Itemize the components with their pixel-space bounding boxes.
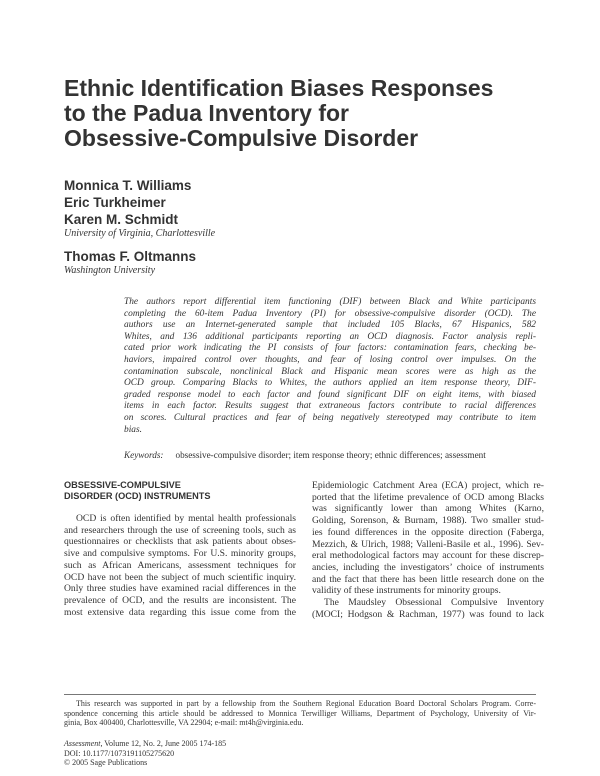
article-title [64,76,544,151]
body-line: OCD have not been the subject of much scientific inquiry. [64,571,296,583]
body-line: Only three studies have examined racial differences in the [64,583,296,595]
section-heading-line: DISORDER (OCD) INSTRUMENTS [64,491,211,501]
keywords [124,450,544,461]
footnote-line: This research was supported in part by a fellowship from the Southern Regional Education Board Doctoral Scholars Program. Corre- [76,699,536,708]
doi: DOI: 10.1177/1073191105275620 [64,748,175,758]
abstract-line: graded response model to each factor and found significant DIF on eight items, with biased [124,389,536,400]
author-name: Eric Turkheimer [64,195,166,210]
body-line: Golding, Sorenson, & Burnam, 1988). Two smaller stud- [312,515,544,527]
abstract-line: cated prior work indicating the PI consists of four factors: contamination fears, checking be- [124,343,536,354]
abstract [124,297,536,436]
journal-volume: , Volume 12, No. 2, June 2005 174-185 [100,739,227,748]
keywords-text: obsessive-compulsive disorder; item response theory; ethnic differences; assessment [175,450,486,460]
footnote-divider [64,694,536,695]
body-line: (MOCI; Hodgson & Rachman, 1977) was found to lack [312,608,544,620]
title-line: Obsessive-Compulsive Disorder [64,125,419,151]
abstract-line: bias. [124,424,142,435]
body-line: ies found differences in the opposite direction (Faberga, [312,526,544,538]
body-line: validity of these instruments for minority groups. [312,585,501,597]
right-column [312,480,544,620]
body-line: OCD is often identified by mental health professionals [76,513,296,524]
copyright: © 2005 Sage Publications [64,758,148,768]
journal-name: Assessment [64,739,101,748]
publication-info [64,739,226,768]
abstract-line: completing the 60-item Padua Inventory (PI) for obsessive-compulsive disorder (OCD). The [124,308,536,319]
keywords-label: Keywords: [124,450,164,460]
body-line: was significantly lower than among Whites (Karno, [312,503,544,515]
section-heading [64,480,296,502]
author-affiliation: University of Virginia, Charlottesville [64,228,216,239]
abstract-line: The authors report differential item functioning (DIF) between Black and White participants [124,297,536,307]
abstract-line: haviors, impaired control over thoughts, and fear of losing control over impulses. On the [124,354,536,365]
body-line: Epidemiologic Catchment Area (ECA) project, which re- [312,480,544,491]
abstract-line: OCD group. Comparing Blacks to Whites, the authors applied an item response theory, DIF- [124,378,536,389]
author-block-virginia [64,177,215,240]
body-line: ancies, including the investigators’ choice of instruments [312,561,544,573]
body-line: questionnaires or checklists that ask patients about obses- [64,536,296,548]
abstract-line: contamination subscale, nonclinical Black and Hispanic mean scores were as high as the [124,366,536,377]
footnote [64,699,536,728]
body-line: most extensive data regarding this issue come from the [64,606,296,618]
body-line: ported that the lifetime prevalence of OCD among Blacks [312,491,544,503]
abstract-line: items in each factor. Results suggest that extraneous factors contribute to racial differences [124,401,536,412]
body-line: sive and compulsive symptoms. For U.S. minority groups, [64,548,296,560]
author-name: Thomas F. Oltmanns [64,249,197,264]
abstract-line: on scores. Cultural practices and fear of being negatively stereotyped may contribute to item [124,412,536,423]
journal-citation [64,739,226,749]
abstract-line: authors use an Internet-generated sample that included 105 Blacks, 67 Hispanics, 582 [124,320,536,331]
body-line: Mezzich, & Ulrich, 1988; Valleni-Basile et al., 1996). Sev- [312,538,544,550]
footnote-line: spondence concerning this article should be addressed to Monnica Terwilliger Williams, Department of Psychology, University of Vir- [64,708,536,718]
author-block-washington [64,248,196,277]
body-line: The Maudsley Obsessional Compulsive Inventory [324,597,544,609]
body-line: and the fact that there has been little research done on the [312,573,544,585]
abstract-line: Whites, and 136 additional participants reporting an OCD diagnosis. Factor analysis repli- [124,331,536,342]
body-line: such as African Americans, assessment techniques for [64,559,296,571]
body-line: and researchers through the use of screening tools, such as [64,524,296,536]
title-line: to the Padua Inventory for [64,100,349,126]
footnote-line: ginia, Box 400400, Charlottesville, VA 22904; e-mail: mt4h@virginia.edu. [64,718,304,728]
body-line: eral methodological factors may account for these discrep- [312,550,544,562]
author-name: Monnica T. Williams [64,178,192,193]
body-line: prevalence of OCD, and the results are inconsistent. The [64,594,296,606]
title-line: Ethnic Identification Biases Responses [64,75,494,101]
author-name: Karen M. Schmidt [64,212,179,227]
author-affiliation: Washington University [64,265,156,276]
left-column [64,480,296,618]
section-heading-line: OBSESSIVE-COMPULSIVE [64,480,181,490]
